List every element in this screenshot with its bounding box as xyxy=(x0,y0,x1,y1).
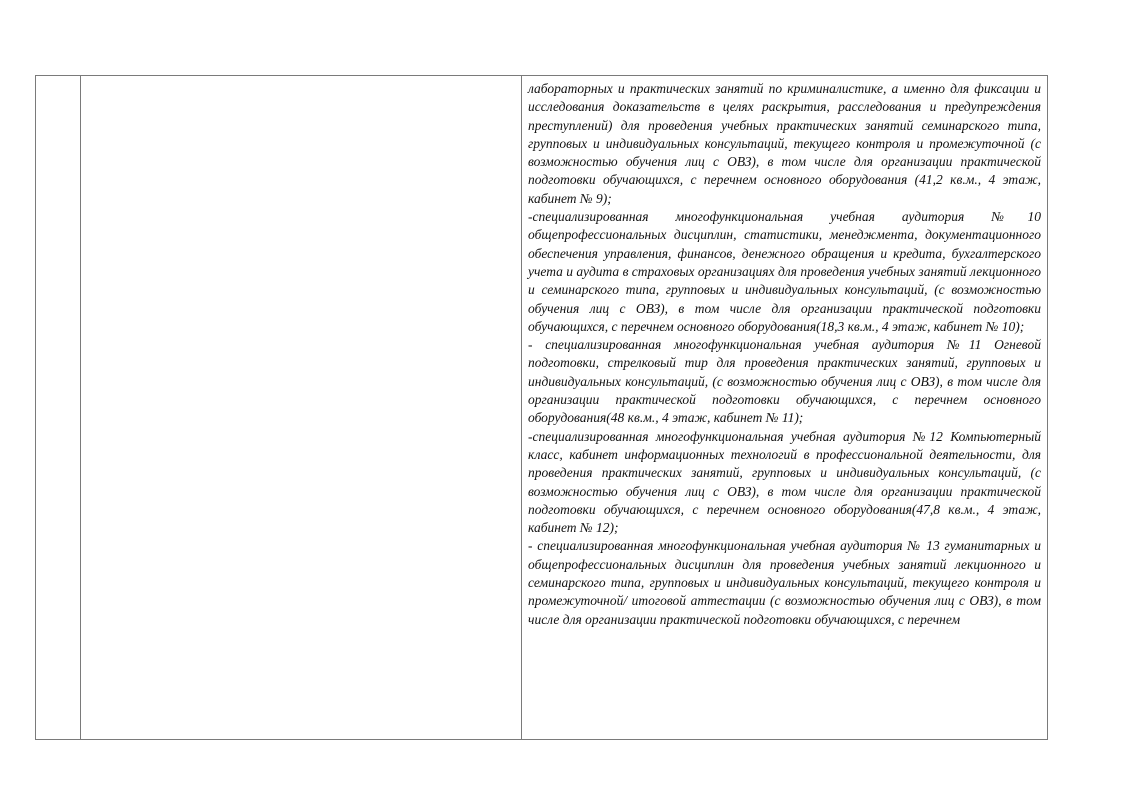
facilities-description xyxy=(528,80,1041,629)
paragraph-room-13: - специализированная многофункциональная учебная аудитория № 13 гуманитарных и общепрофессиональных дисциплин для проведения учебных занятий лекционного и семинарского типа, групповых и индивидуальных консультаций, текущего контроля и промежуточной/ итоговой аттестации (с возможностью обучения лиц с ОВЗ), в том числе для организации практической подготовки обучающихся, с перечнем xyxy=(528,538,1041,627)
paragraph-room-12: -специализированная многофункциональная учебная аудитория №12 Компьютерный класс, кабинет информационных технологий в профессиональной деятельности, для проведения практических занятий, групповых и индивидуальных консультаций, (с возможностью обучения лиц с ОВЗ), в том числе для организации практической подготовки обучающихся, с перечнем основного оборудования(47,8 кв.м., 4 этаж, кабинет № 12); xyxy=(528,428,1041,536)
table-row xyxy=(36,76,1048,740)
paragraph-room-10: -специализированная многофункциональная учебная аудитория №10 общепрофессиональных дисциплин, статистики, менеджмента, документационного обеспечения управления, финансов, денежного обращения и кредита, бухгалтерского учета и аудита в страховых организациях для проведения учебных занятий лекционного и семинарского типа, групповых и индивидуальных консультаций, (с возможностью обучения лиц с ОВЗ), в том числе для организации практической подготовки обучающихся, с перечнем основного оборудования(18,3 кв.м., 4 этаж, кабинет № 10); xyxy=(528,209,1041,334)
row-number-cell xyxy=(36,76,81,740)
discipline-name-cell xyxy=(81,76,522,740)
paragraph-room-11: - специализированная многофункциональная учебная аудитория №11 Огневой подготовки, стрелковый тир для проведения практических занятий, групповых и индивидуальных консультаций, (с возможностью обучения лиц с ОВЗ), в том числе для организации практической подготовки обучающихся, с перечнем основного оборудования(48 кв.м., 4 этаж, кабинет № 11); xyxy=(528,337,1041,426)
facilities-description-cell xyxy=(522,76,1048,740)
paragraph-lab-criminalistics: лабораторных и практических занятий по криминалистике, а именно для фиксации и исследования доказательств в целях раскрытия, расследования и предупреждения преступлений) для проведения учебных практических занятий семинарского типа, групповых и индивидуальных консультаций, текущего контроля и промежуточной (с возможностью обучения лиц с ОВЗ), в том числе для организации практической подготовки обучающихся, с перечнем основного оборудования (41,2 кв.м., 4 этаж, кабинет № 9); xyxy=(528,81,1041,206)
facilities-table xyxy=(35,75,1048,740)
